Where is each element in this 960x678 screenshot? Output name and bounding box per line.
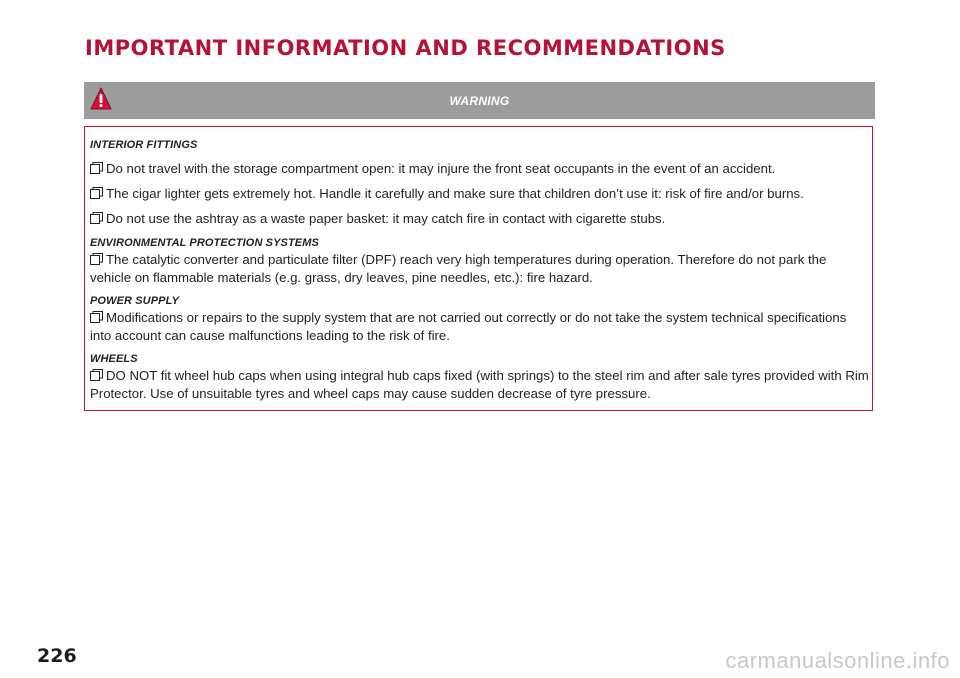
checkbox-bullet-icon xyxy=(90,187,103,199)
item-text: The cigar lighter gets extremely hot. Handle it carefully and make sure that children don’t use it: risk of fire and/or burns. xyxy=(106,186,804,201)
list-item xyxy=(90,160,870,178)
warning-header xyxy=(84,82,875,119)
item-text: DO NOT fit wheel hub caps when using integral hub caps fixed (with springs) to the steel rim and after sale tyres provided with Rim Protector. Use of unsuitable tyres and wheel caps may cause sudden decrease of tyre pressure. xyxy=(90,368,869,401)
checkbox-bullet-icon xyxy=(90,311,103,323)
section-heading-environmental-protection: ENVIRONMENTAL PROTECTION SYSTEMS xyxy=(90,237,319,249)
section-heading-interior-fittings: INTERIOR FITTINGS xyxy=(90,139,198,151)
page-number: 226 xyxy=(37,645,77,667)
list-item xyxy=(90,367,870,403)
list-item xyxy=(90,210,870,228)
list-item xyxy=(90,309,870,345)
section-heading-power-supply: POWER SUPPLY xyxy=(90,295,180,307)
checkbox-bullet-icon xyxy=(90,212,103,224)
item-text: Do not travel with the storage compartment open: it may injure the front seat occupants in the event of an accident. xyxy=(106,161,776,176)
checkbox-bullet-icon xyxy=(90,369,103,381)
item-text: Do not use the ashtray as a waste paper basket: it may catch fire in contact with cigarette stubs. xyxy=(106,211,666,226)
watermark: carmanualsonline.info xyxy=(725,648,950,673)
list-item xyxy=(90,251,870,287)
warning-content-box xyxy=(84,126,873,411)
item-text: The catalytic converter and particulate filter (DPF) reach very high temperatures during operation. Therefore do not park the vehicle on flammable materials (e.g. grass, dry leaves, pine needles, etc.): fire hazard. xyxy=(90,252,827,285)
item-text: Modifications or repairs to the supply system that are not carried out correctly or do not take the system technical specifications into account can cause malfunctions leading to the risk of fire. xyxy=(90,310,847,343)
section-heading-wheels: WHEELS xyxy=(90,353,138,365)
checkbox-bullet-icon xyxy=(90,162,103,174)
list-item xyxy=(90,185,870,203)
checkbox-bullet-icon xyxy=(90,253,103,265)
warning-label: WARNING xyxy=(449,94,510,108)
page-title: IMPORTANT INFORMATION AND RECOMMENDATIONS xyxy=(85,36,726,60)
